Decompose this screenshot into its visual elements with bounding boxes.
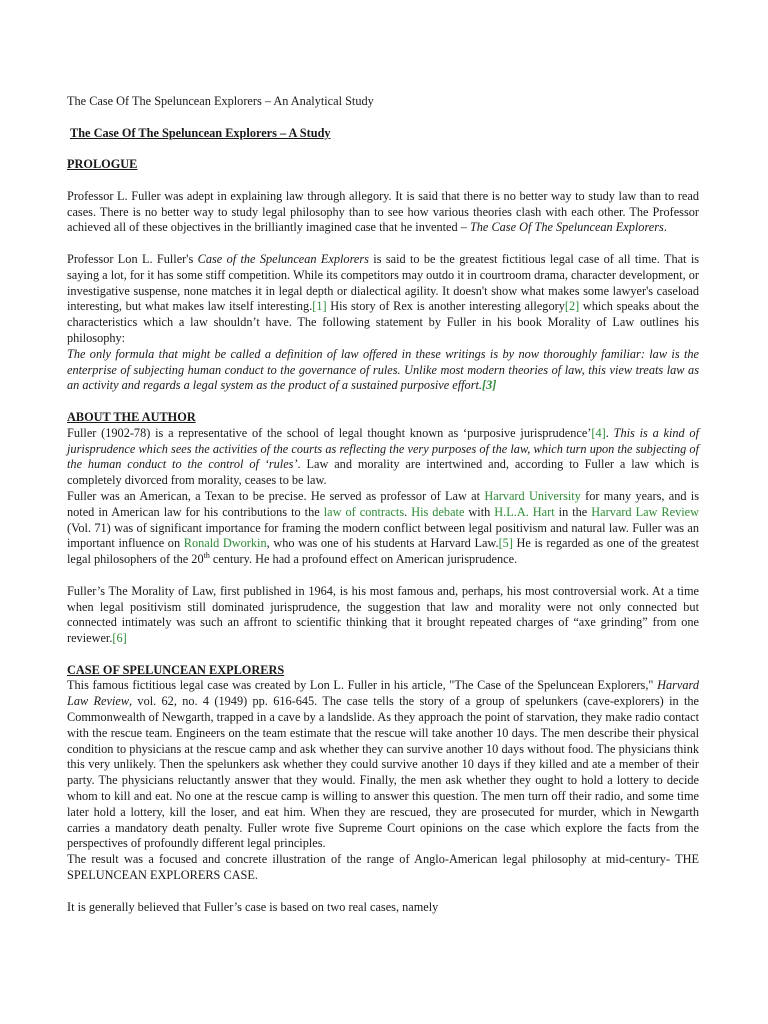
author-heading-text: ABOUT THE AUTHOR [67,409,196,424]
law-of-contracts-link[interactable]: law of contracts [323,504,405,519]
footnote-link-6[interactable]: [6] [112,631,127,646]
paragraph-morality-of-law [67,584,699,647]
document-page [67,94,699,915]
paragraph-fuller-case [67,252,699,394]
text-span: , vol. 62, no. 4 (1949) pp. 616-645. The case tells the story of a group of spelunkers (cave-explorers) in the Commonwealth of Newgarth, trapped in a cave by a landslide. As they approach the point of starvation, they make radio contact with the rescue team. Engineers on the team estimate that the rescue will take another 10 days. The men describe their physical condition to physicians at the rescue camp and ask whether they can survive another 10 days without food. The physicians think this very unlikely. Then the spelunkers ask whether they could survive another 10 days if they killed and ate a member of their party. The physicians reluctantly answer that they would. Finally, the men ask whether they ought to hold a lottery to decide whom to kill and eat. No one at the rescue camp is willing to answer this question. The men turn off their radio, and some time later hold a lottery, kill the loser, and eat him. When they are rescued, they are prosecuted for murder, which in Newgarth carries a mandatory death penalty. Fuller wrote five Supreme Court opinions on the case which explore the facts from the perspectives of profoundly different legal principles. [67,694,699,851]
his-debate-link[interactable]: His debate [411,504,465,519]
text-span: , who was one of his students at Harvard Law. [266,536,499,551]
text-span: Professor Lon L. Fuller's [67,251,198,266]
paragraph-real-cases [67,900,699,916]
superscript-th: th [203,551,210,561]
text-span: . [663,220,667,235]
paragraph-author-1 [67,426,699,489]
text-span: in the [554,504,592,519]
paragraph-prologue [67,189,699,236]
author-heading [67,410,699,426]
prologue-heading [67,157,699,173]
harvard-law-review-link[interactable]: Harvard Law Review [591,504,699,519]
italic-span: Harvard Law Review [67,678,699,709]
text-span: The result was a focused and concrete illustration of the range of Anglo-American legal philosophy at mid-century- THE SPELUNCEAN EXPLORERS CASE. [67,852,699,883]
paragraph-result [67,852,699,884]
text-span: He is regarded as one of the greatest legal philosophers of the 20 [67,536,699,567]
case-heading [67,663,699,679]
case-heading-text: CASE OF SPELUNCEAN EXPLORERS [67,662,285,677]
footnote-link-3[interactable]: [3] [481,378,497,393]
text-span: Fuller’s The Morality of Law, first published in 1964, is his most famous and, perhaps, his most controversial work. At a time when legal positivism still dominated jurisprudence, the suggestion that law and morality were not only connected but connected intimately was such an affront to scientific thinking that it brought repeated charges of “axe grinding” from one reviewer. [67,583,699,646]
text-span: with [464,504,495,519]
footnote-link-1[interactable]: [1] [312,299,327,314]
italic-span: This is a kind of jurisprudence which sees the activities of the courts as reflecting the very purposes of the law, which turn upon the subjecting of the human conduct to the control of ‘rules’ [67,425,699,472]
text-span: Professor L. Fuller was adept in explaining law through allegory. It is said that there is no better way to study law than to read cases. There is no better way to study legal philosophy than to see how various theories clash with each other. The Professor achieved all of these objectives in the brilliantly imagined case that he invented – [67,188,699,235]
title-text: The Case Of The Speluncean Explorers – An Analytical Study [67,94,374,108]
text-span: . Law and morality are intertwined and, according to Fuller a law which is completely divorced from morality, ceases to be law. [67,457,699,488]
italic-span: Case of the Speluncean Explorers [197,251,369,266]
footnote-link-5[interactable]: [5] [498,536,513,551]
hla-hart-link[interactable]: H.L.A. Hart [494,504,555,519]
paragraph-author-2 [67,489,699,568]
quote-text: The only formula that might be called a definition of law offered in these writings is by now thoroughly familiar: law is the enterprise of subjecting human conduct to the governance of rules. Unlike most modern theories of law, this view treats law as an activity and regards a legal system as the product of a sustained purposive effort. [67,346,699,393]
text-span: . [605,425,614,440]
text-span: is said to be the greatest fictitious legal case of all time. That is saying a lot, for it has some stiff competition. While its competitors may outdo it in courtroom drama, character development, or investigative suspense, none matches it in legal depth or dialectical agility. It doesn't show what makes some lawyer's caseload interesting, but what makes law itself interesting. [67,251,700,314]
text-span: This famous fictitious legal case was created by Lon L. Fuller in his article, "The Case of the Speluncean Explorers," [67,678,658,693]
study-heading-text: The Case Of The Speluncean Explorers – A Study [70,125,331,140]
text-span: (Vol. 71) was of significant importance for framing the modern conflict between legal positivism and natural law. Fuller was an important influence on [67,520,699,551]
text-span: which speaks about the characteristics which a law shouldn’t have. The following statement by Fuller in his book Morality of Law outlines his philosophy: [67,299,699,345]
footnote-link-2[interactable]: [2] [564,299,580,314]
text-span: It is generally believed that Fuller’s case is based on two real cases, namely [67,899,439,914]
text-span: Fuller (1902-78) is a representative of the school of legal thought known as ‘purposive jurisprudence’ [67,425,592,440]
italic-span: The Case Of The Speluncean Explorers [469,220,664,235]
prologue-heading-text: PROLOGUE [67,157,138,172]
text-span: . [404,504,412,519]
text-span: Fuller was an American, a Texan to be precise. He served as professor of Law at [67,488,485,503]
harvard-university-link[interactable]: Harvard University [484,488,581,503]
footnote-link-4[interactable]: [4] [591,425,606,440]
study-heading [67,126,699,142]
text-span: for many years, and is noted in American law for his contributions to the [67,488,699,519]
document-title [67,94,699,110]
paragraph-case [67,678,699,852]
text-span: His story of Rex is another interesting allegory [326,299,565,314]
ronald-dworkin-link[interactable]: Ronald Dworkin [183,536,267,551]
text-span: century. He had a profound effect on American jurisprudence. [209,552,518,567]
